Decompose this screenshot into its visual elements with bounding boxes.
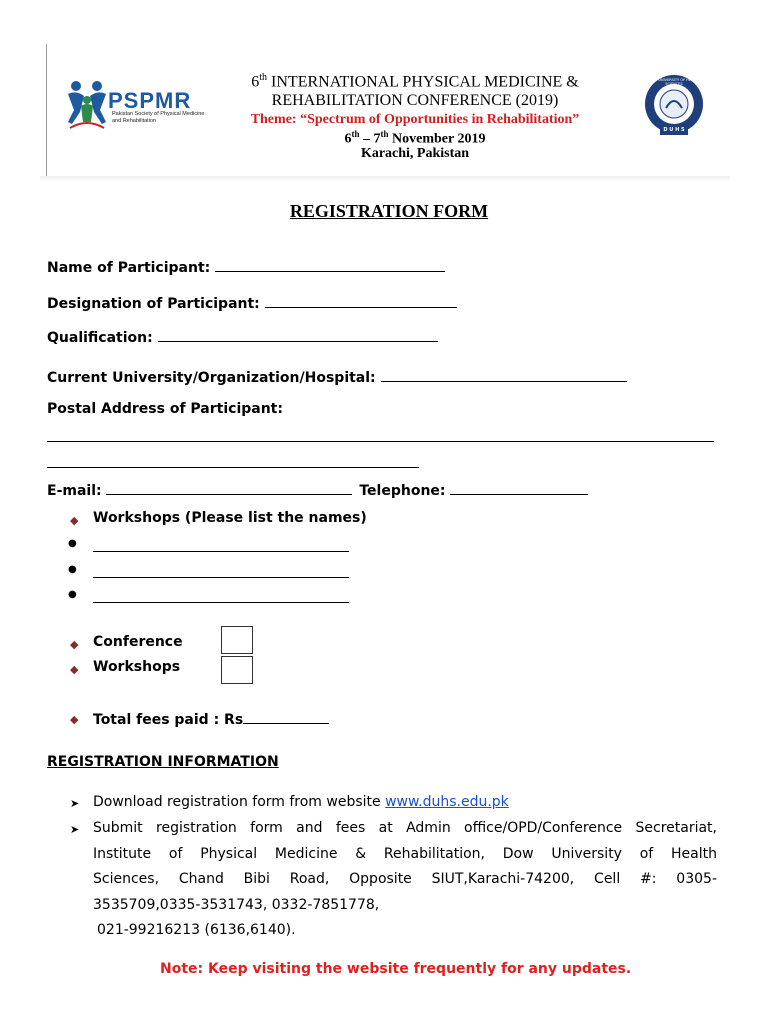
designation-line[interactable] bbox=[265, 293, 457, 308]
institution-field[interactable] bbox=[47, 367, 627, 386]
qualification-field[interactable] bbox=[47, 327, 438, 346]
download-info-text: Download registration form from website bbox=[93, 794, 386, 810]
institution-label: Current University/Organization/Hospital: bbox=[47, 370, 376, 386]
designation-label: Designation of Participant: bbox=[47, 296, 260, 312]
conference-theme: Theme: “Spectrum of Opportunities in Rehabilitation” bbox=[250, 112, 580, 127]
workshop-name-line-1[interactable] bbox=[93, 551, 349, 552]
duhs-seal-bottom: D U H S bbox=[663, 127, 685, 133]
submit-info bbox=[93, 816, 717, 944]
qualification-line[interactable] bbox=[158, 327, 438, 342]
submit-info-line: Submit registration form and fees at Admin office/OPD/Conference Secretariat, bbox=[93, 820, 717, 836]
participant-name-field[interactable] bbox=[47, 257, 445, 276]
telephone-label: Telephone: bbox=[359, 483, 446, 499]
postal-address-line-2[interactable] bbox=[47, 467, 419, 468]
submit-info-line: Sciences, Chand Bibi Road, Opposite SIUT,Karachi-74200, Cell #: 0305- bbox=[93, 871, 717, 887]
round-bullet-icon: ● bbox=[68, 564, 77, 575]
website-link[interactable]: www.duhs.edu.pk bbox=[385, 794, 509, 810]
email-line[interactable] bbox=[106, 480, 352, 495]
workshops-list-label: Workshops (Please list the names) bbox=[93, 510, 367, 526]
conference-dates: 6th – 7th November 2019 bbox=[344, 129, 486, 147]
email-label: E-mail: bbox=[47, 483, 102, 499]
arrow-bullet-icon: ➤ bbox=[70, 823, 80, 836]
pspmr-logo-text: PSPMR bbox=[108, 88, 192, 113]
update-note: Note: Keep visiting the website frequently for any updates. bbox=[160, 961, 632, 977]
submit-info-line: 3535709,0335-3531743, 0332-7851778, bbox=[93, 896, 380, 913]
diamond-bullet-icon: ◆ bbox=[70, 663, 79, 676]
registration-info-heading: REGISTRATION INFORMATION bbox=[47, 754, 279, 770]
contact-row bbox=[47, 480, 588, 499]
conference-checkbox[interactable] bbox=[221, 626, 253, 654]
total-fees-field[interactable] bbox=[93, 709, 329, 728]
qualification-label: Qualification: bbox=[47, 330, 153, 346]
arrow-bullet-icon: ➤ bbox=[70, 797, 80, 810]
submit-info-line: Institute of Physical Medicine & Rehabilitation, Dow University of Health bbox=[93, 845, 717, 862]
total-fees-line[interactable] bbox=[243, 709, 329, 724]
pspmr-logo bbox=[64, 78, 204, 132]
conference-label: Conference bbox=[93, 634, 183, 650]
workshop-name-line-2[interactable] bbox=[93, 577, 349, 578]
diamond-bullet-icon: ◆ bbox=[70, 638, 79, 651]
duhs-seal-text: DOW UNIVERSITY OF HEALTH SCIENCES bbox=[648, 78, 700, 86]
duhs-seal bbox=[638, 74, 710, 136]
conference-title-line2: REHABILITATION CONFERENCE (2019) bbox=[271, 92, 559, 109]
institution-line[interactable] bbox=[381, 367, 627, 382]
round-bullet-icon: ● bbox=[68, 589, 77, 600]
workshop-name-line-3[interactable] bbox=[93, 602, 349, 603]
workshops-checkbox[interactable] bbox=[221, 656, 253, 684]
download-info bbox=[93, 790, 717, 816]
submit-info-line: 021-99216213 (6136,6140). bbox=[97, 922, 296, 938]
header-left-rule bbox=[46, 44, 47, 182]
postal-address-line-1[interactable] bbox=[47, 441, 714, 442]
round-bullet-icon: ● bbox=[68, 538, 77, 549]
header-divider bbox=[40, 176, 730, 182]
diamond-bullet-icon: ◆ bbox=[70, 713, 79, 726]
workshops-label: Workshops bbox=[93, 659, 181, 675]
conference-location: Karachi, Pakistan bbox=[360, 146, 470, 161]
form-title: REGISTRATION FORM bbox=[289, 201, 489, 221]
participant-name-label: Name of Participant: bbox=[47, 260, 211, 276]
total-fees-label: Total fees paid : Rs bbox=[93, 712, 244, 728]
designation-field[interactable] bbox=[47, 293, 457, 312]
telephone-line[interactable] bbox=[450, 480, 588, 495]
postal-address-label: Postal Address of Participant: bbox=[47, 401, 283, 417]
conference-title-line1: 6th INTERNATIONAL PHYSICAL MEDICINE & bbox=[251, 72, 579, 91]
participant-name-line[interactable] bbox=[215, 257, 445, 272]
diamond-bullet-icon: ◆ bbox=[70, 514, 79, 527]
pspmr-figures-icon bbox=[64, 78, 110, 130]
pspmr-logo-subtext: Pakistan Society of Physical Medicine and Rehabilitation bbox=[112, 111, 205, 124]
